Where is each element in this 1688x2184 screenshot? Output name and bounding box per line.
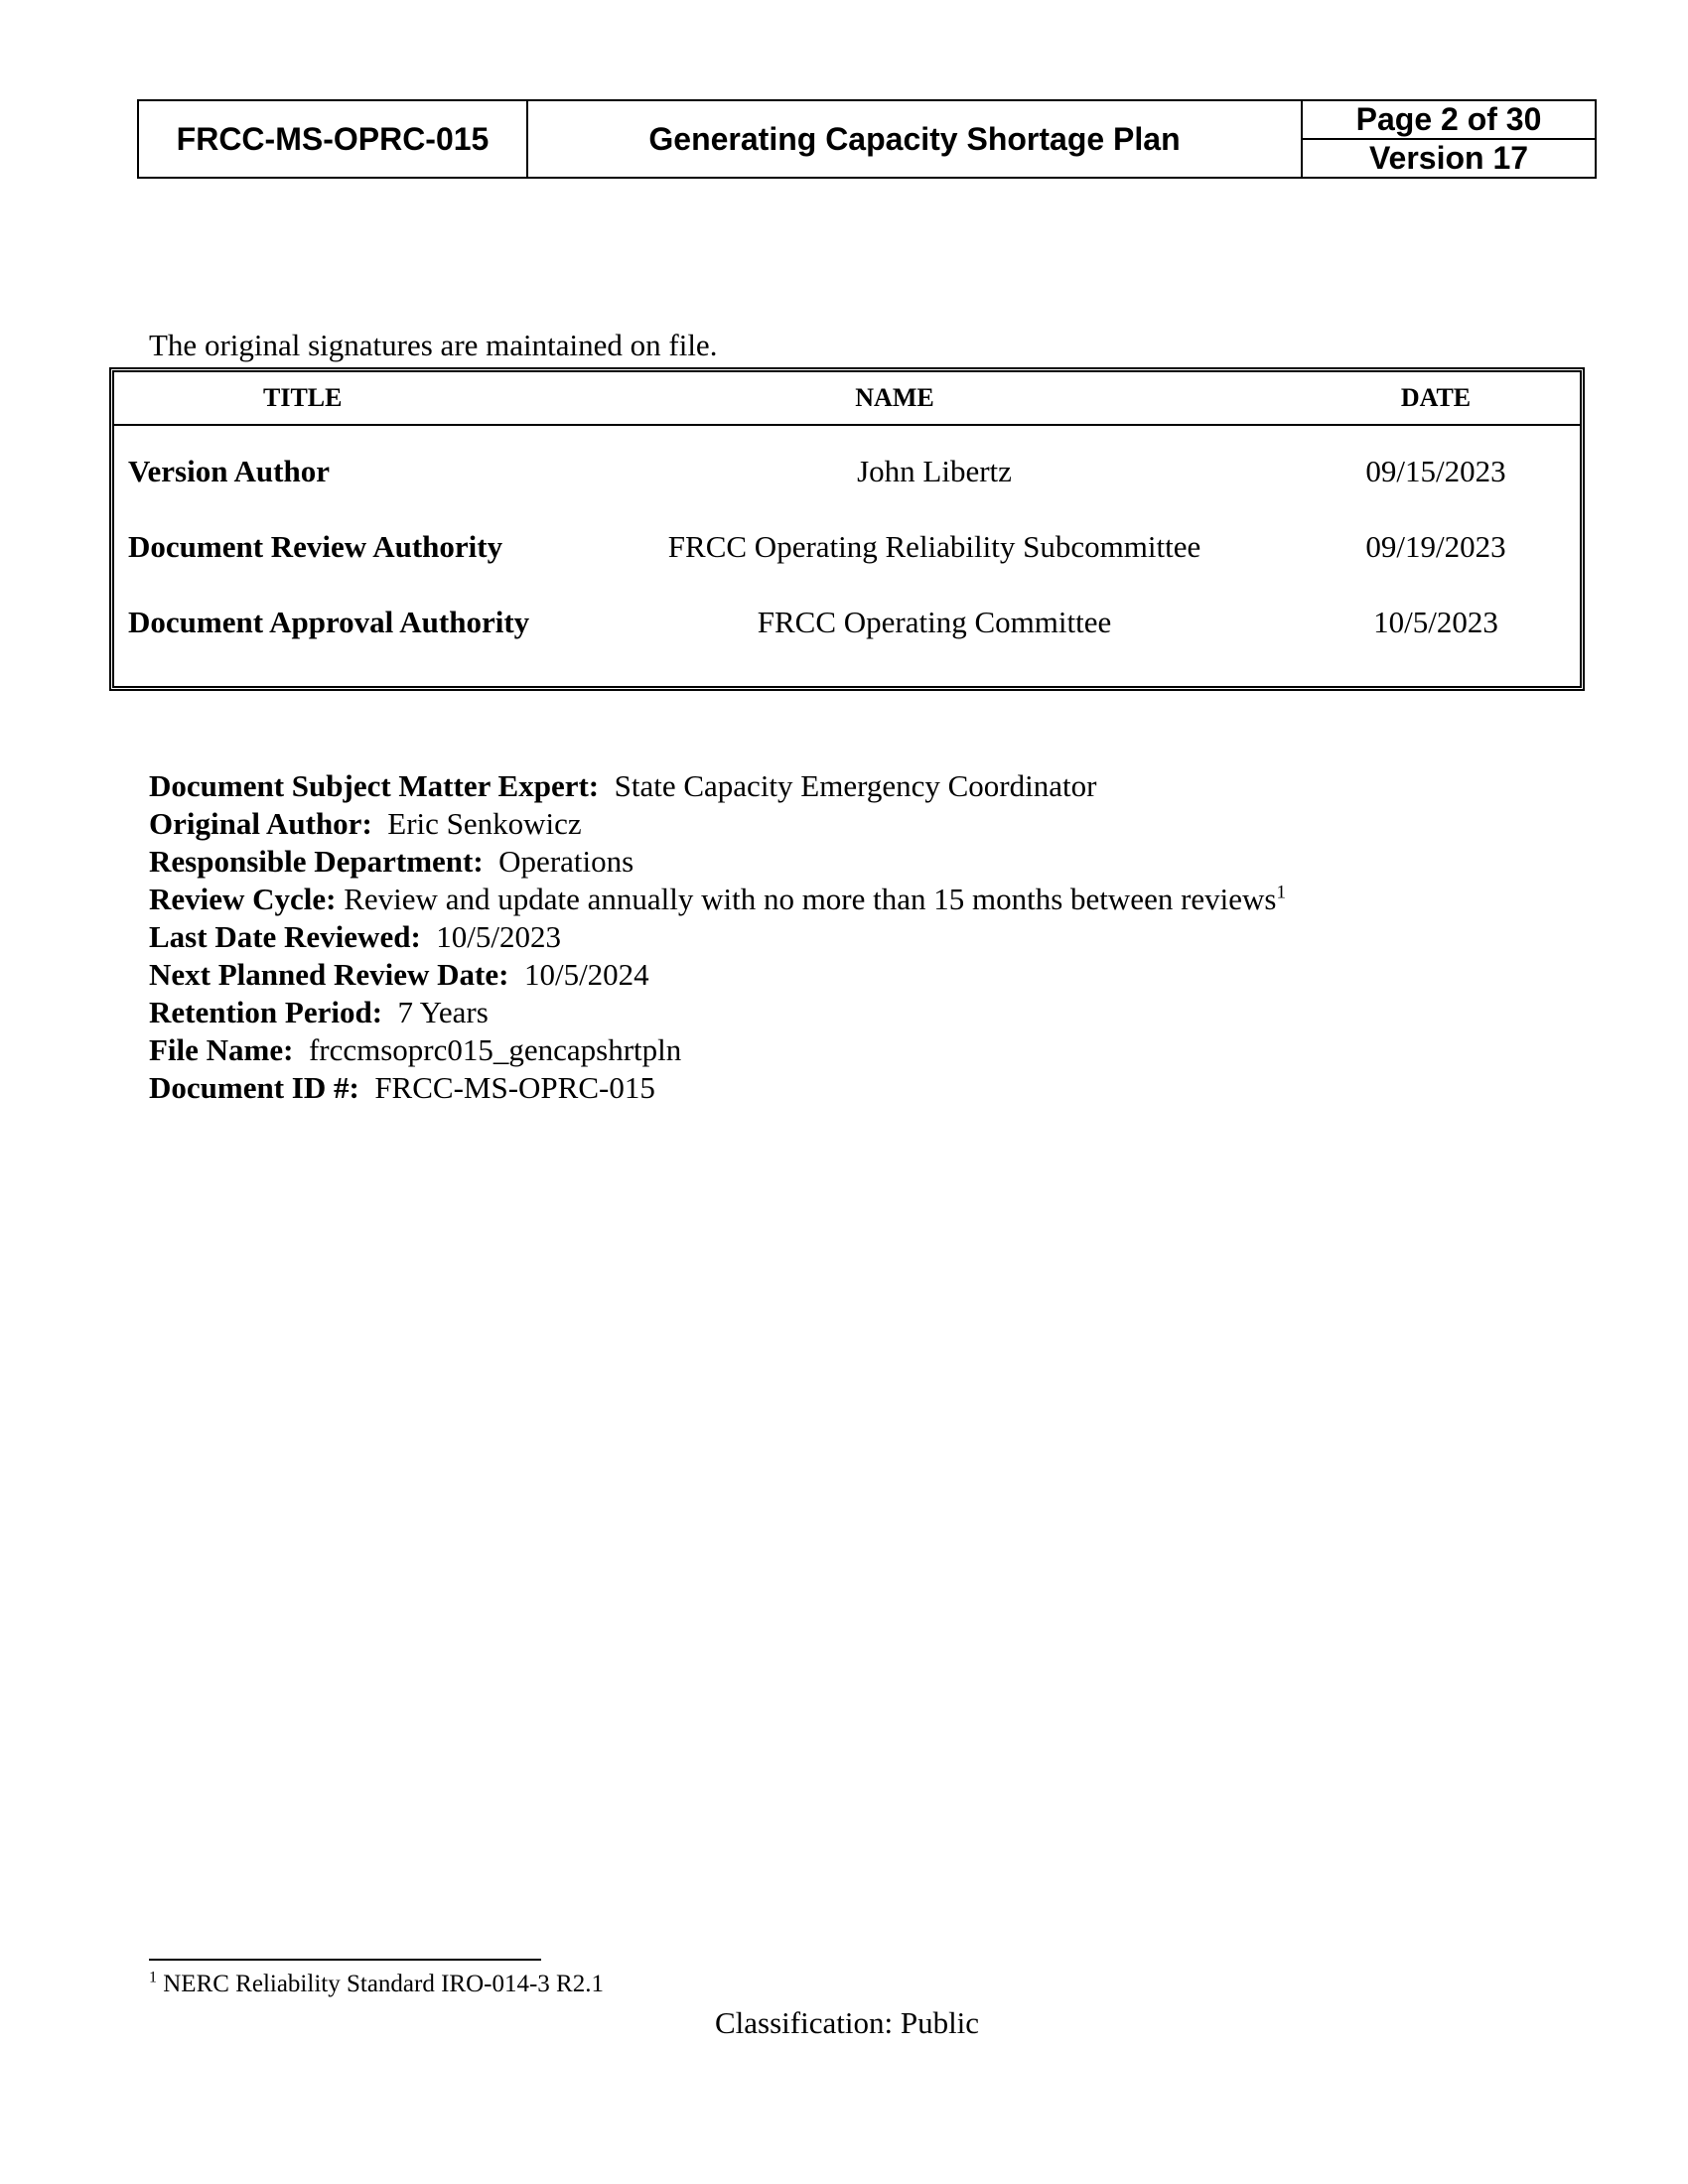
column-header-title: TITLE bbox=[263, 383, 343, 412]
signature-table bbox=[109, 367, 1585, 691]
metadata-value: frccmsoprc015_gencapshrtpln bbox=[308, 1032, 682, 1067]
metadata-label: Retention Period: bbox=[149, 995, 383, 1029]
row-name: FRCC Operating Committee bbox=[757, 605, 1112, 639]
metadata-file-name bbox=[149, 1031, 1286, 1069]
metadata-last-date-reviewed bbox=[149, 918, 1286, 956]
footnote-marker: 1 bbox=[149, 1969, 157, 1986]
metadata-next-review-date bbox=[149, 956, 1286, 994]
header-page-number: Page 2 of 30 bbox=[1303, 101, 1595, 140]
header-version: Version 17 bbox=[1368, 140, 1529, 176]
classification-label: Classification: Public bbox=[715, 2005, 980, 2040]
row-name: John Libertz bbox=[857, 454, 1012, 488]
metadata-label: Review Cycle: bbox=[149, 882, 337, 916]
header-doc-id: FRCC-MS-OPRC-015 bbox=[139, 101, 528, 177]
table-row bbox=[114, 509, 1580, 585]
metadata-document-id bbox=[149, 1069, 1286, 1107]
metadata-value: 10/5/2023 bbox=[436, 919, 561, 954]
row-title: Version Author bbox=[128, 454, 330, 488]
metadata-responsible-department bbox=[149, 843, 1286, 881]
footnote-separator bbox=[149, 1959, 541, 1961]
table-row bbox=[114, 585, 1580, 660]
header-title: Generating Capacity Shortage Plan bbox=[528, 101, 1303, 177]
metadata-value: 7 Years bbox=[397, 995, 489, 1029]
metadata-label: Next Planned Review Date: bbox=[149, 957, 509, 992]
metadata-value: Eric Senkowicz bbox=[387, 806, 582, 841]
row-date: 10/5/2023 bbox=[1373, 605, 1498, 639]
row-date: 09/19/2023 bbox=[1365, 529, 1506, 564]
metadata-value: Operations bbox=[498, 844, 634, 879]
metadata-label: Original Author: bbox=[149, 806, 372, 841]
metadata-original-author bbox=[149, 805, 1286, 843]
column-header-name: NAME bbox=[855, 383, 934, 412]
metadata-value: State Capacity Emergency Coordinator bbox=[614, 768, 1097, 803]
document-metadata bbox=[149, 767, 1286, 1107]
footnote bbox=[149, 1971, 604, 1998]
signature-table-header bbox=[114, 372, 1580, 426]
row-title: Document Review Authority bbox=[128, 529, 503, 564]
metadata-subject-matter-expert bbox=[149, 767, 1286, 805]
signatures-note: The original signatures are maintained on file. bbox=[149, 328, 718, 362]
metadata-review-cycle bbox=[149, 881, 1286, 918]
footnote-text: NERC Reliability Standard IRO-014-3 R2.1 bbox=[163, 1971, 604, 1997]
metadata-value: 10/5/2024 bbox=[523, 957, 649, 992]
row-title: Document Approval Authority bbox=[128, 605, 530, 639]
metadata-label: Document Subject Matter Expert: bbox=[149, 768, 600, 803]
metadata-label: Responsible Department: bbox=[149, 844, 484, 879]
metadata-value: FRCC-MS-OPRC-015 bbox=[374, 1070, 655, 1105]
table-row bbox=[114, 434, 1580, 509]
metadata-value: Review and update annually with no more than 15 months between reviews bbox=[344, 882, 1277, 916]
metadata-label: Last Date Reviewed: bbox=[149, 919, 421, 954]
metadata-retention-period bbox=[149, 994, 1286, 1031]
header-page-version bbox=[1303, 101, 1595, 177]
metadata-label: File Name: bbox=[149, 1032, 294, 1067]
document-header bbox=[137, 99, 1597, 179]
footnote-reference: 1 bbox=[1276, 882, 1286, 903]
column-header-date: DATE bbox=[1400, 383, 1472, 412]
row-date: 09/15/2023 bbox=[1365, 454, 1506, 488]
row-name: FRCC Operating Reliability Subcommittee bbox=[667, 529, 1201, 564]
metadata-label: Document ID #: bbox=[149, 1070, 359, 1105]
